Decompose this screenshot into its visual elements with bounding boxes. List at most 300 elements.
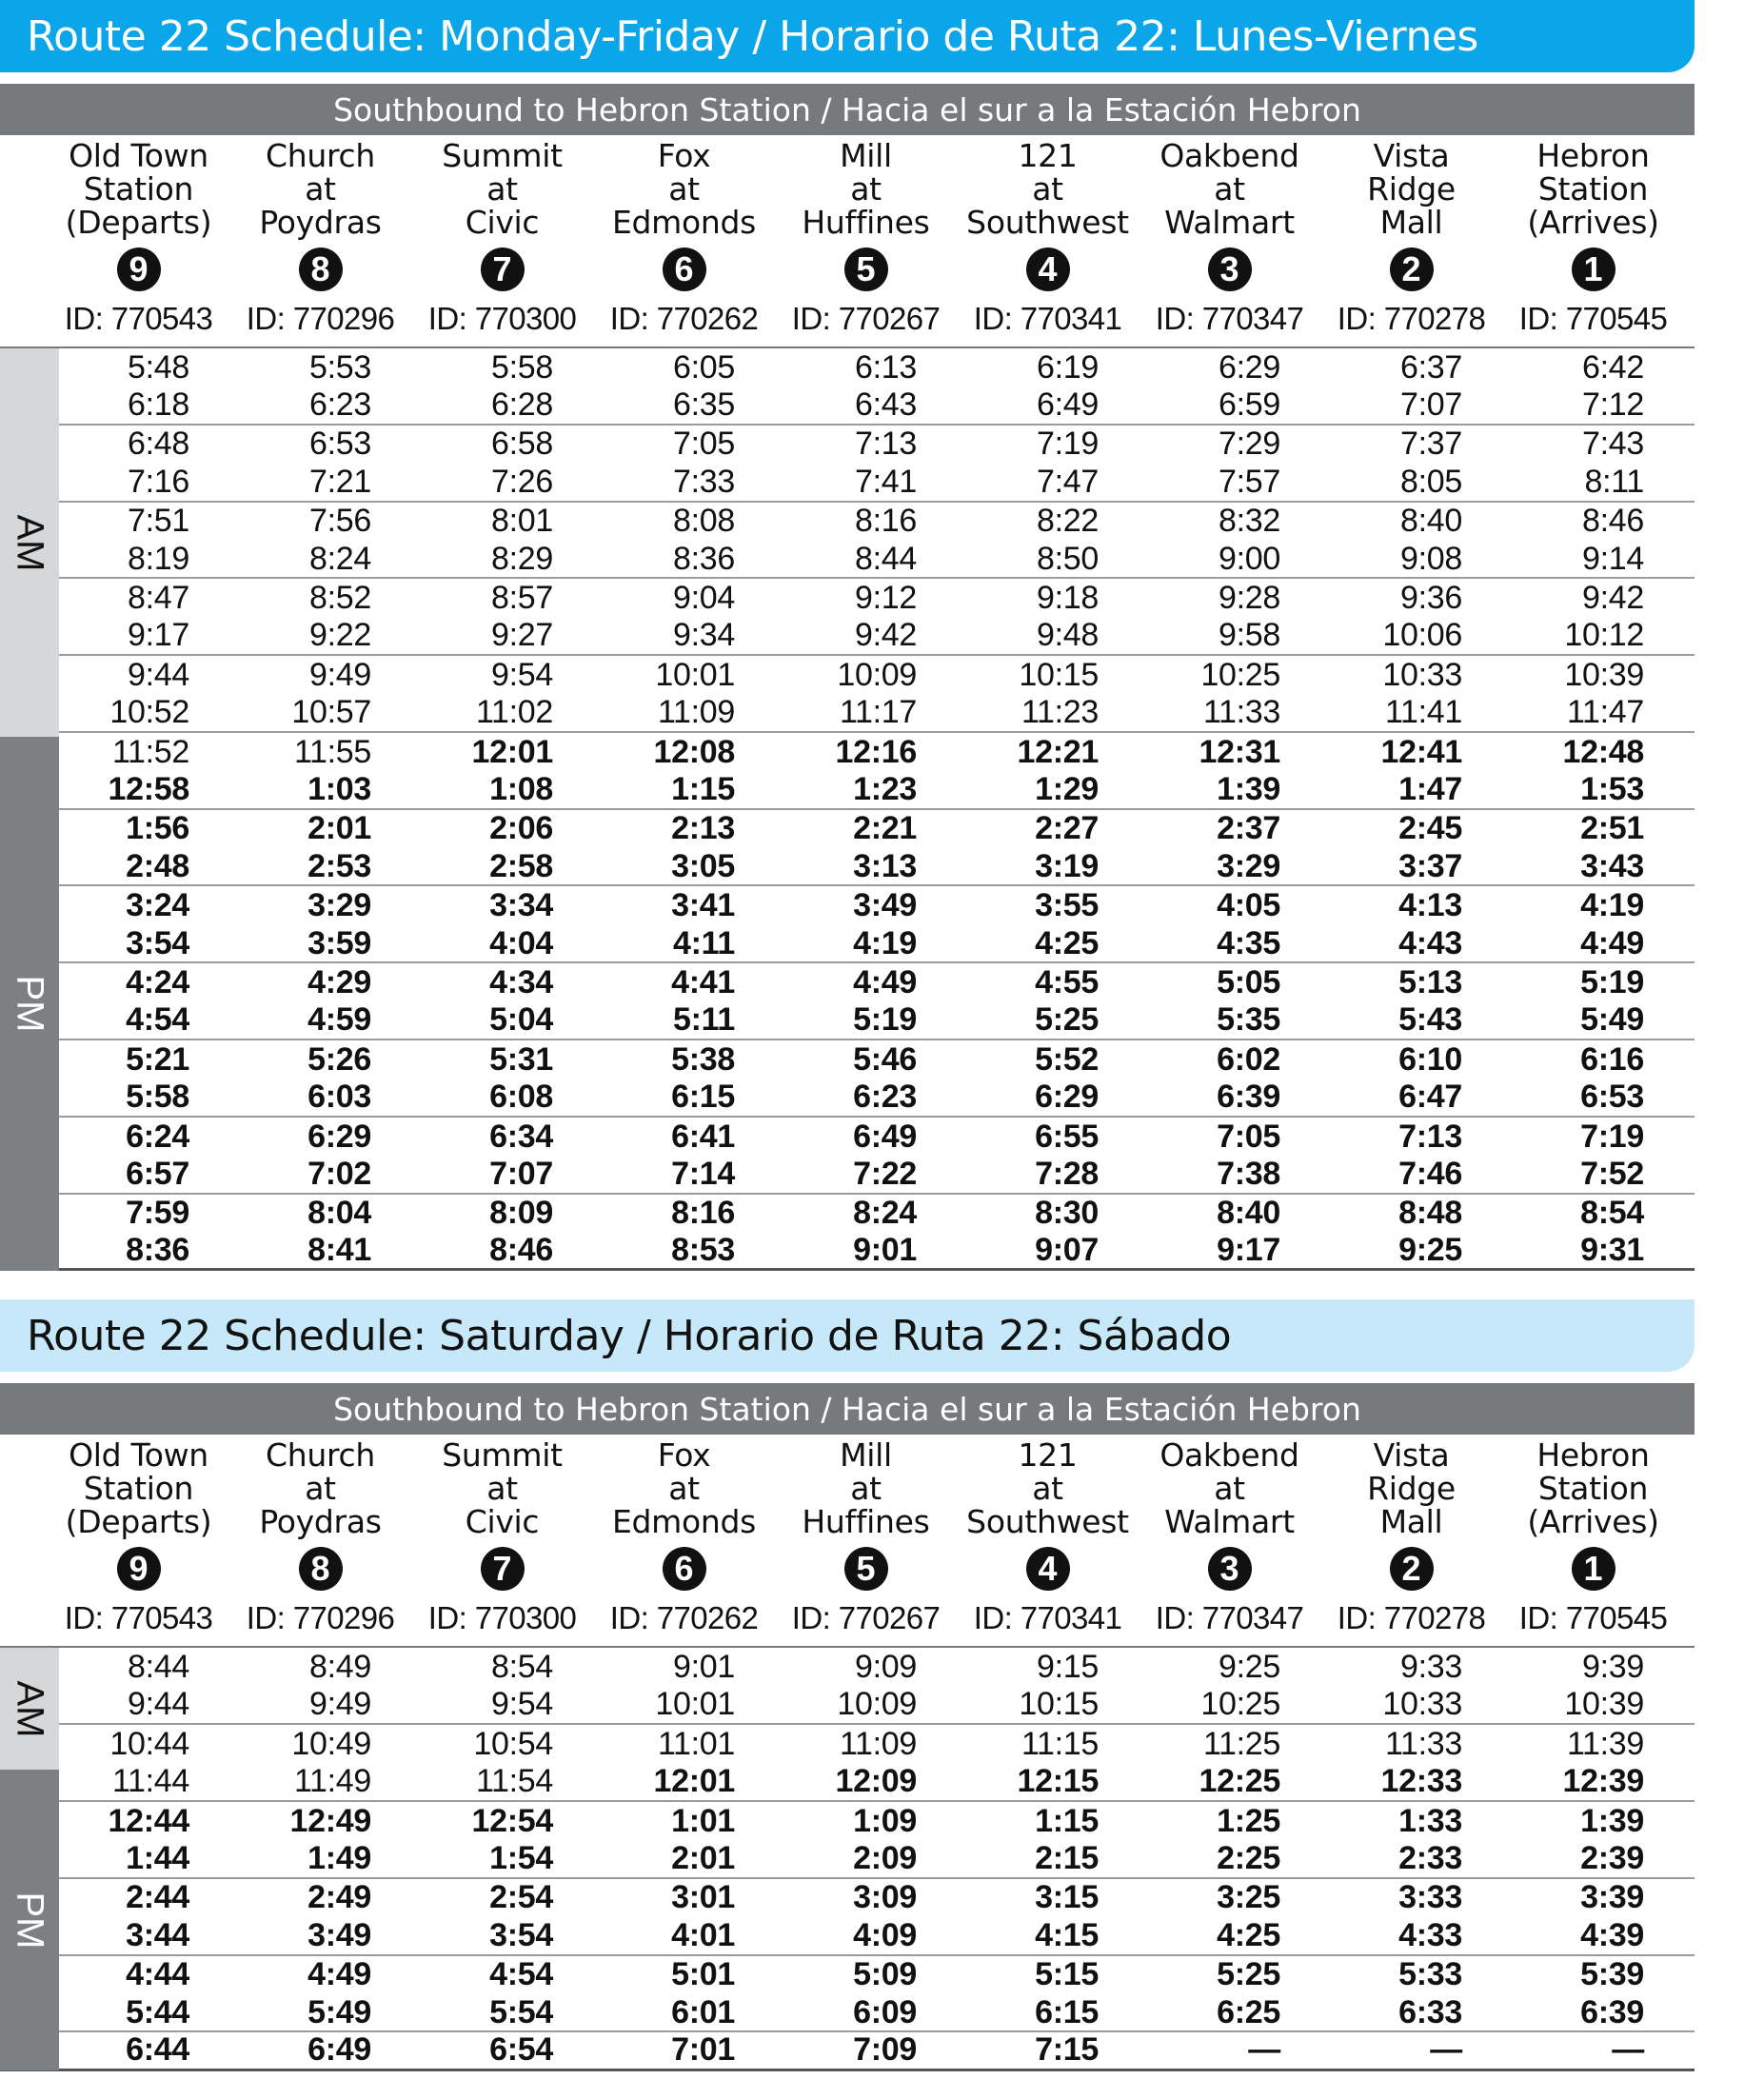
stop-id: ID: 770543: [64, 1600, 213, 1636]
stop-name-line: Mill: [840, 137, 892, 174]
time-cell: 3:43: [1580, 847, 1644, 884]
stop-name-line: Vista: [1373, 137, 1450, 174]
stop-name: [229, 1435, 411, 1541]
stop-name: [1320, 135, 1502, 241]
stop-column: [593, 1435, 775, 1636]
time-cell: 10:01: [655, 1686, 735, 1723]
time-cell: 7:37: [1400, 426, 1462, 463]
time-cell: 3:37: [1398, 847, 1462, 884]
stop-name-line: Oakbend: [1159, 1436, 1299, 1475]
stop-id: ID: 770347: [1155, 301, 1304, 336]
time-cell: 11:23: [1021, 694, 1099, 731]
table-row: [0, 1956, 1695, 1994]
table-row: [0, 1725, 1695, 1763]
time-cell: 8:36: [673, 540, 735, 577]
time-cell: 5:53: [309, 348, 371, 386]
time-cell: 10:09: [837, 656, 917, 693]
saturday-direction: Southbound to Hebron Station / Hacia el sur a la Estación Hebron: [333, 1390, 1361, 1428]
stop-name-line: Mall: [1379, 204, 1443, 241]
stop-name-line: Edmonds: [611, 1503, 757, 1541]
time-cell: 1:23: [853, 771, 917, 807]
stop-name-line: (Arrives): [1527, 204, 1659, 241]
table-row: [0, 925, 1695, 963]
saturday-timetable: [0, 1648, 1695, 2070]
stop-number-badge: 8: [299, 1547, 343, 1591]
stop-name: [775, 135, 957, 241]
time-cell: 8:32: [1219, 503, 1280, 540]
time-cell: 6:24: [126, 1118, 189, 1155]
stop-name-line: at: [1214, 1470, 1245, 1508]
time-cell: 9:42: [855, 617, 917, 654]
time-cell: 10:39: [1564, 656, 1644, 693]
stop-column: [229, 135, 411, 337]
time-cell: 6:47: [1398, 1079, 1462, 1116]
stop-name-line: (Departs): [65, 204, 212, 241]
table-row: [0, 503, 1695, 541]
stop-name-line: (Arrives): [1527, 1503, 1659, 1541]
stop-name: [411, 1435, 593, 1541]
time-cell: 2:06: [489, 810, 553, 847]
time-cell: 4:49: [307, 1956, 371, 1993]
time-cell: 10:57: [291, 694, 371, 731]
time-cell: 1:03: [307, 771, 371, 807]
time-cell: 5:21: [126, 1040, 189, 1078]
time-cell: 4:24: [126, 963, 189, 1000]
stop-name-line: Civic: [465, 1503, 540, 1541]
stop-name: [593, 135, 775, 241]
time-cell: 6:43: [855, 386, 917, 424]
stop-name: [1139, 135, 1320, 241]
time-cell: 4:55: [1035, 963, 1099, 1000]
time-cell: 5:31: [489, 1040, 553, 1078]
time-cell: 1:15: [1035, 1802, 1099, 1839]
time-cell: 3:29: [1217, 847, 1280, 884]
stop-name-line: Ridge: [1367, 170, 1456, 208]
time-cell: 8:50: [1037, 540, 1099, 577]
time-cell: 5:48: [128, 348, 189, 386]
time-cell: 8:29: [491, 540, 553, 577]
table-row: [0, 426, 1695, 464]
time-cell: 5:19: [1580, 963, 1644, 1000]
time-cell: 12:49: [289, 1802, 371, 1839]
time-cell: 5:25: [1217, 1956, 1280, 1993]
stop-id: ID: 770296: [246, 301, 395, 336]
time-cell: 2:13: [671, 810, 735, 847]
time-cell: 3:54: [489, 1916, 553, 1953]
time-cell: 4:54: [126, 1001, 189, 1039]
time-cell: 12:54: [471, 1802, 553, 1839]
stop-name: [957, 1435, 1139, 1541]
table-row: [0, 348, 1695, 386]
time-cell: 9:17: [1217, 1232, 1280, 1269]
time-cell: 7:29: [1219, 426, 1280, 463]
time-cell: 11:09: [839, 1725, 917, 1762]
time-cell: 5:05: [1217, 963, 1280, 1000]
stop-number-badge: 5: [844, 1547, 888, 1591]
stop-name-line: Station: [83, 170, 194, 208]
time-cell: 6:44: [126, 2031, 189, 2069]
time-cell: 6:54: [489, 2031, 553, 2069]
table-row: [0, 1079, 1695, 1117]
time-cell: 4:19: [1580, 887, 1644, 924]
stop-name-line: Southwest: [966, 204, 1129, 241]
stop-name-line: Church: [266, 1436, 375, 1475]
time-cell: 4:19: [853, 924, 917, 961]
time-cell: 7:02: [307, 1155, 371, 1192]
time-cell: 2:37: [1217, 810, 1280, 847]
time-cell: 9:18: [1037, 580, 1099, 617]
time-cell: 3:05: [671, 847, 735, 884]
time-cell: 8:46: [1582, 503, 1644, 540]
time-cell: 5:26: [307, 1040, 371, 1078]
time-cell: 6:15: [671, 1079, 735, 1116]
stop-name: [229, 135, 411, 241]
stop-name-line: Summit: [442, 137, 563, 174]
time-cell: 2:48: [126, 847, 189, 884]
time-cell: 3:25: [1217, 1879, 1280, 1916]
time-cell: 4:35: [1217, 924, 1280, 961]
time-cell: 6:29: [1219, 348, 1280, 386]
time-cell: 11:47: [1566, 694, 1644, 731]
time-cell: 4:39: [1580, 1916, 1644, 1953]
time-cell: 12:21: [1017, 733, 1099, 770]
stop-name-line: 121: [1018, 137, 1078, 174]
table-row: [0, 848, 1695, 886]
time-cell: 1:49: [307, 1840, 371, 1877]
stop-name-line: at: [1214, 170, 1245, 208]
time-cell: 9:27: [491, 617, 553, 654]
time-cell: 6:49: [1037, 386, 1099, 424]
time-cell: 5:58: [126, 1079, 189, 1116]
time-cell: 3:29: [307, 887, 371, 924]
time-cell: 5:54: [489, 1993, 553, 2030]
time-cell: 8:54: [491, 1649, 553, 1686]
time-cell: 1:33: [1398, 1802, 1462, 1839]
time-cell: 1:47: [1398, 771, 1462, 807]
time-cell: 6:18: [128, 386, 189, 424]
stop-name-line: at: [850, 170, 882, 208]
time-cell: 3:34: [489, 887, 553, 924]
time-cell: 12:41: [1380, 733, 1462, 770]
time-cell: 12:08: [653, 733, 735, 770]
table-row: [0, 464, 1695, 502]
weekday-direction: Southbound to Hebron Station / Hacia el sur a la Estación Hebron: [333, 90, 1361, 129]
time-cell: 6:42: [1582, 348, 1644, 386]
table-row: [0, 1648, 1695, 1686]
time-cell: 10:54: [473, 1725, 553, 1762]
time-cell: 9:12: [855, 580, 917, 617]
table-row: [0, 618, 1695, 656]
time-cell: 6:02: [1217, 1040, 1280, 1078]
table-row: [0, 1233, 1695, 1271]
weekday-title: Route 22 Schedule: Monday-Friday / Horario de Ruta 22: Lunes-Viernes: [27, 11, 1478, 61]
weekday-stops-header: [0, 135, 1695, 337]
time-cell: 2:39: [1580, 1840, 1644, 1877]
stop-column: [957, 1435, 1139, 1636]
time-cell: 7:28: [1035, 1155, 1099, 1192]
time-cell: 5:19: [853, 1001, 917, 1039]
time-cell: 7:57: [1219, 463, 1280, 500]
stop-name-line: Huffines: [802, 204, 930, 241]
stop-id: ID: 770262: [609, 301, 759, 336]
time-cell: 2:53: [307, 847, 371, 884]
time-cell: 12:39: [1562, 1763, 1644, 1800]
time-cell: 8:24: [309, 540, 371, 577]
table-row: [0, 541, 1695, 579]
stop-name-line: Hebron: [1536, 1436, 1650, 1475]
time-cell: 7:09: [853, 2031, 917, 2069]
time-cell: 9:04: [673, 580, 735, 617]
time-cell: 3:55: [1035, 887, 1099, 924]
time-cell: 7:51: [128, 503, 189, 540]
time-cell: 10:49: [291, 1725, 371, 1762]
stop-name: [775, 1435, 957, 1541]
time-cell: 4:44: [126, 1956, 189, 1993]
time-cell: 5:49: [1580, 1001, 1644, 1039]
time-cell: 2:58: [489, 847, 553, 884]
weekday-am-label: AM: [0, 348, 59, 737]
stop-number-badge: 2: [1390, 1547, 1434, 1591]
time-cell: 5:15: [1035, 1956, 1099, 1993]
time-cell: 11:44: [111, 1763, 189, 1800]
time-cell: 8:57: [491, 580, 553, 617]
stop-id: ID: 770267: [791, 1600, 941, 1636]
stop-number-badge: 4: [1026, 248, 1070, 291]
time-cell: 9:49: [309, 1686, 371, 1723]
saturday-pm-label: PM: [0, 1770, 59, 2070]
time-cell: 10:25: [1200, 1686, 1280, 1723]
time-cell: 6:48: [128, 426, 189, 463]
table-row: [0, 1118, 1695, 1156]
time-cell: 7:01: [671, 2031, 735, 2069]
time-cell: 10:33: [1382, 656, 1462, 693]
time-cell: 1:39: [1217, 771, 1280, 807]
time-cell: 10:52: [109, 694, 189, 731]
time-cell: 1:15: [671, 771, 735, 807]
stop-name-line: at: [486, 170, 518, 208]
time-cell: 5:52: [1035, 1040, 1099, 1078]
time-cell: 2:27: [1035, 810, 1099, 847]
stop-name-line: at: [1032, 170, 1063, 208]
time-cell: 5:43: [1398, 1001, 1462, 1039]
stop-name-line: Fox: [657, 1436, 711, 1475]
time-cell: 2:15: [1035, 1840, 1099, 1877]
time-cell: 8:47: [128, 580, 189, 617]
table-row: [0, 656, 1695, 694]
time-cell: 7:13: [1398, 1118, 1462, 1155]
time-cell: 2:01: [307, 810, 371, 847]
time-cell: 11:33: [1384, 1725, 1462, 1762]
time-cell: 9:33: [1400, 1649, 1462, 1686]
time-cell: 5:49: [307, 1993, 371, 2030]
stop-name-line: at: [305, 170, 336, 208]
time-cell: 11:54: [475, 1763, 553, 1800]
time-cell: 8:05: [1400, 463, 1462, 500]
time-cell: 9:28: [1219, 580, 1280, 617]
time-cell: 12:09: [835, 1763, 917, 1800]
time-cell: 5:33: [1398, 1956, 1462, 1993]
time-cell: 11:41: [1384, 694, 1462, 731]
stop-name-line: (Departs): [65, 1503, 212, 1541]
time-cell: 6:03: [307, 1079, 371, 1116]
time-cell: 9:58: [1219, 617, 1280, 654]
time-cell: 9:49: [309, 656, 371, 693]
time-cell: 6:39: [1217, 1079, 1280, 1116]
time-cell: 7:07: [489, 1155, 553, 1192]
stop-name-line: Poydras: [259, 1503, 382, 1541]
time-cell: 9:54: [491, 1686, 553, 1723]
time-cell: 12:44: [108, 1802, 189, 1839]
time-cell: 9:36: [1400, 580, 1462, 617]
stop-name-line: Hebron: [1536, 137, 1650, 174]
time-cell: 1:56: [126, 810, 189, 847]
stop-number-badge: 6: [663, 248, 706, 291]
time-cell: 1:08: [489, 771, 553, 807]
time-cell: 5:44: [126, 1993, 189, 2030]
time-cell: 2:54: [489, 1879, 553, 1916]
stop-name: [411, 135, 593, 241]
time-cell: 11:55: [293, 733, 371, 770]
time-cell: 6:09: [853, 1993, 917, 2030]
stop-name-line: Station: [83, 1470, 194, 1508]
stop-number-badge: 2: [1390, 248, 1434, 291]
time-cell: 5:38: [671, 1040, 735, 1078]
time-cell: 9:34: [673, 617, 735, 654]
stop-number-badge: 8: [299, 248, 343, 291]
time-cell: 9:42: [1582, 580, 1644, 617]
time-cell: 3:15: [1035, 1879, 1099, 1916]
time-cell: 6:25: [1217, 1993, 1280, 2030]
time-cell: 5:46: [853, 1040, 917, 1078]
time-cell: 6:55: [1035, 1118, 1099, 1155]
time-cell: 11:15: [1021, 1725, 1099, 1762]
time-cell: —: [1612, 2031, 1644, 2069]
time-cell: 8:46: [489, 1232, 553, 1269]
saturday-rows: [0, 1648, 1695, 2070]
time-cell: 6:05: [673, 348, 735, 386]
stop-id: ID: 770278: [1337, 301, 1486, 336]
stop-id: ID: 770296: [246, 1600, 395, 1636]
weekday-direction-bar: [0, 84, 1695, 135]
weekday-title-banner: [0, 0, 1695, 72]
time-cell: 2:25: [1217, 1840, 1280, 1877]
time-cell: 1:25: [1217, 1802, 1280, 1839]
stop-column: [411, 1435, 593, 1636]
stop-id: ID: 770262: [609, 1600, 759, 1636]
time-cell: 8:53: [671, 1232, 735, 1269]
time-cell: 3:33: [1398, 1879, 1462, 1916]
time-cell: 7:16: [128, 463, 189, 500]
time-cell: 6:15: [1035, 1993, 1099, 2030]
stop-name-line: at: [668, 170, 700, 208]
stop-name-line: Edmonds: [611, 204, 757, 241]
table-row: [0, 1802, 1695, 1840]
stop-name-line: Walmart: [1164, 1503, 1295, 1541]
time-cell: 9:08: [1400, 540, 1462, 577]
stop-column: [1502, 135, 1684, 337]
stop-name-line: Poydras: [259, 204, 382, 241]
stop-name-line: Walmart: [1164, 204, 1295, 241]
stop-name-line: Old Town: [69, 1436, 208, 1475]
time-cell: 9:00: [1219, 540, 1280, 577]
time-cell: 11:25: [1202, 1725, 1280, 1762]
time-cell: 8:19: [128, 540, 189, 577]
time-cell: 9:01: [853, 1232, 917, 1269]
time-cell: 10:15: [1019, 1686, 1099, 1723]
time-cell: 6:29: [307, 1118, 371, 1155]
time-cell: 4:15: [1035, 1916, 1099, 1953]
time-cell: 1:44: [126, 1840, 189, 1877]
time-cell: 4:54: [489, 1956, 553, 1993]
time-cell: 12:25: [1199, 1763, 1280, 1800]
time-cell: 9:44: [128, 656, 189, 693]
time-cell: 7:19: [1580, 1118, 1644, 1155]
time-cell: 3:13: [853, 847, 917, 884]
time-cell: 12:15: [1017, 1763, 1099, 1800]
time-cell: 7:38: [1217, 1155, 1280, 1192]
time-cell: 10:09: [837, 1686, 917, 1723]
stop-column: [48, 135, 229, 337]
time-cell: 1:54: [489, 1840, 553, 1877]
time-cell: 6:28: [491, 386, 553, 424]
time-cell: 6:37: [1400, 348, 1462, 386]
time-cell: 3:44: [126, 1916, 189, 1953]
stop-column: [48, 1435, 229, 1636]
stop-name-line: Mill: [840, 1436, 892, 1475]
stop-name-line: at: [486, 1470, 518, 1508]
stop-column: [775, 135, 957, 337]
table-row: [0, 2032, 1695, 2070]
time-cell: 1:39: [1580, 1802, 1644, 1839]
time-cell: 9:48: [1037, 617, 1099, 654]
time-cell: 9:39: [1582, 1649, 1644, 1686]
stop-name-line: 121: [1018, 1436, 1078, 1475]
time-cell: 7:12: [1582, 386, 1644, 424]
time-cell: 9:25: [1398, 1232, 1462, 1269]
time-cell: 10:12: [1564, 617, 1644, 654]
stop-number-badge: 4: [1026, 1547, 1070, 1591]
time-cell: 7:41: [855, 463, 917, 500]
stop-number-badge: 3: [1208, 1547, 1252, 1591]
time-cell: 8:40: [1400, 503, 1462, 540]
time-cell: 4:33: [1398, 1916, 1462, 1953]
stop-column: [1139, 135, 1320, 337]
time-cell: 7:26: [491, 463, 553, 500]
time-cell: 11:39: [1566, 1725, 1644, 1762]
time-cell: 6:13: [855, 348, 917, 386]
time-cell: 8:01: [491, 503, 553, 540]
stop-name: [1502, 135, 1684, 241]
time-cell: 7:52: [1580, 1155, 1644, 1192]
stop-name-line: Church: [266, 137, 375, 174]
time-cell: 10:25: [1200, 656, 1280, 693]
time-cell: 7:19: [1037, 426, 1099, 463]
time-cell: 4:59: [307, 1001, 371, 1039]
time-cell: 3:01: [671, 1879, 735, 1916]
time-cell: 4:49: [1580, 924, 1644, 961]
time-cell: —: [1430, 2031, 1462, 2069]
time-cell: 8:16: [855, 503, 917, 540]
time-cell: 4:09: [853, 1916, 917, 1953]
time-cell: 4:43: [1398, 924, 1462, 961]
stop-number-badge: 9: [117, 248, 161, 291]
stop-id: ID: 770545: [1518, 1600, 1668, 1636]
stop-name-line: at: [305, 1470, 336, 1508]
stop-id: ID: 770278: [1337, 1600, 1486, 1636]
stop-name: [1502, 1435, 1684, 1541]
time-cell: 5:09: [853, 1956, 917, 1993]
time-cell: 2:01: [671, 1840, 735, 1877]
